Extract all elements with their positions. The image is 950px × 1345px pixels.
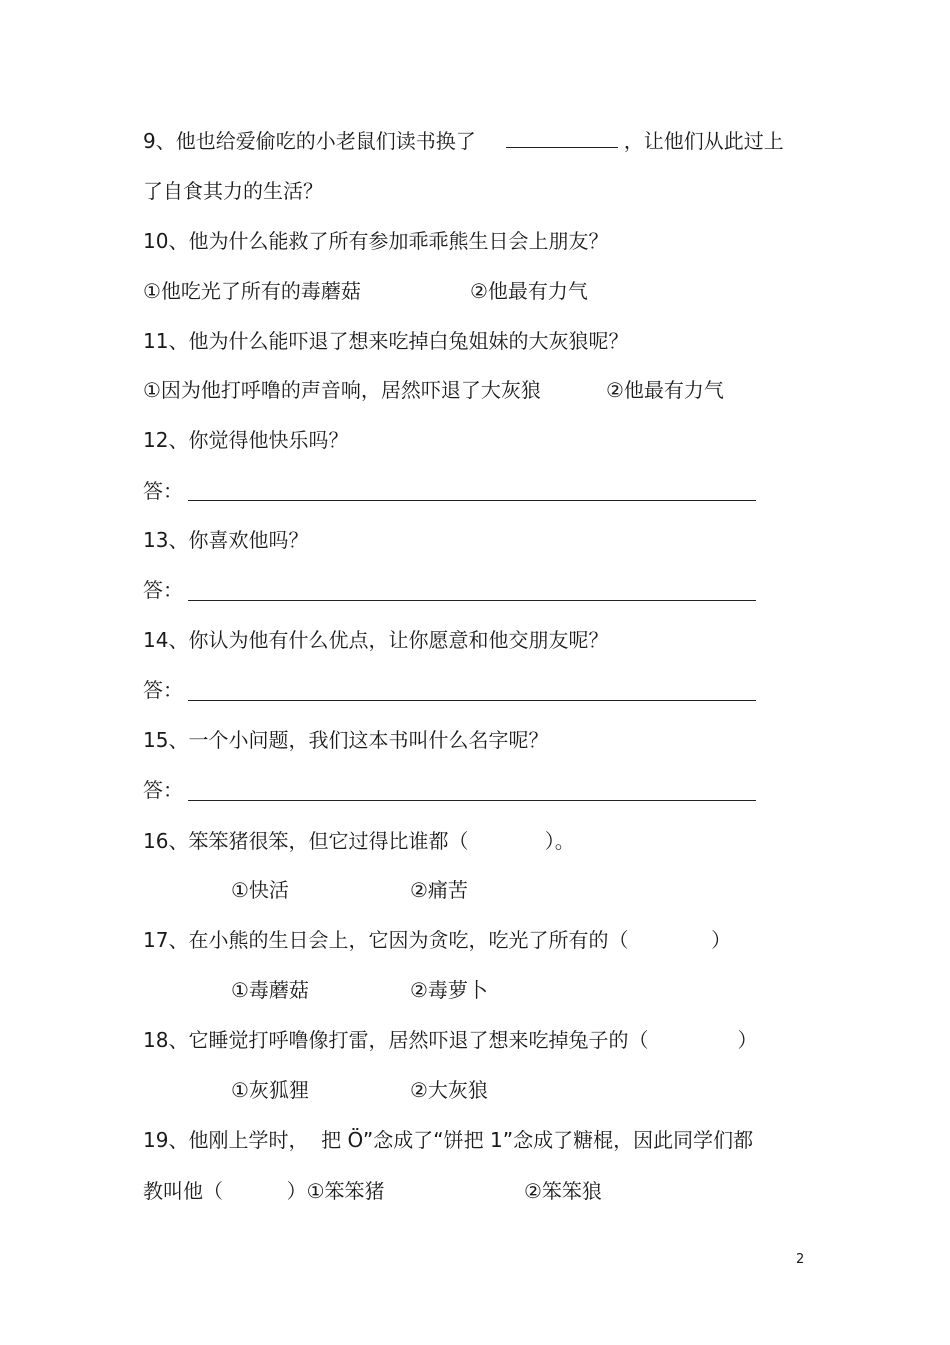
question-11-option-1: ①因为他打呼噜的声音响，居然吓退了大灰狼 (143, 378, 541, 402)
question-18-option-1: ①灰狐狸 (231, 1078, 309, 1102)
question-9-text-continued: ，让他们从此过上 (623, 129, 784, 153)
question-18-option-2: ②大灰狼 (410, 1078, 488, 1102)
question-19-option-2: ②笨笨狼 (524, 1179, 602, 1203)
question-12-text: 12、你觉得他快乐吗？ (143, 428, 349, 452)
question-12-answer-label: 答： (143, 479, 183, 503)
question-9-text: 9、他也给爱偷吃的小老鼠们读书换了 (143, 129, 476, 153)
question-17-option-2: ②毒萝卜 (410, 978, 488, 1002)
question-14-answer-line[interactable] (188, 700, 756, 701)
question-13-answer-line[interactable] (188, 600, 756, 601)
question-15-text: 15、一个小问题，我们这本书叫什么名字呢？ (143, 728, 549, 752)
question-19-line-1: 19、他刚上学时， 把 Ö”念成了“饼把 1”念成了糖棍，因此同学们都 (143, 1128, 754, 1152)
question-16-text: 16、笨笨猪很笨，但它过得比谁都（ ）。 (143, 829, 575, 853)
question-11-text: 11、他为什么能吓退了想来吃掉白兔姐妹的大灰狼呢？ (143, 329, 629, 353)
question-19-line-2: 教叫他（ ）①笨笨猪 (143, 1179, 385, 1203)
question-10-text: 10、他为什么能救了所有参加乖乖熊生日会上朋友？ (143, 229, 609, 253)
question-10-option-2: ②他最有力气 (470, 279, 588, 303)
question-11-option-2: ②他最有力气 (606, 378, 724, 402)
question-9-blank (506, 127, 618, 148)
question-16-option-2: ②痛苦 (410, 878, 468, 902)
question-17-option-1: ①毒蘑菇 (231, 978, 309, 1002)
question-9-line-1 (143, 126, 784, 156)
question-15-answer-line[interactable] (188, 800, 756, 801)
question-13-text: 13、你喜欢他吗？ (143, 528, 309, 552)
question-9-line-2: 了自食其力的生活？ (143, 179, 323, 203)
question-13-answer-label: 答： (143, 578, 183, 602)
question-15-answer-label: 答： (143, 778, 183, 802)
question-14-answer-label: 答： (143, 678, 183, 702)
page-number: 2 (796, 1252, 805, 1267)
question-16-option-1: ①快活 (231, 878, 289, 902)
question-10-option-1: ①他吃光了所有的毒蘑菇 (143, 279, 361, 303)
question-17-text: 17、在小熊的生日会上，它因为贪吃，吃光了所有的（ ） (143, 928, 732, 952)
question-14-text: 14、你认为他有什么优点，让你愿意和他交朋友呢？ (143, 628, 609, 652)
question-18-text: 18、它睡觉打呼噜像打雷，居然吓退了想来吃掉兔子的（ ） (143, 1028, 758, 1052)
question-12-answer-line[interactable] (188, 500, 756, 501)
